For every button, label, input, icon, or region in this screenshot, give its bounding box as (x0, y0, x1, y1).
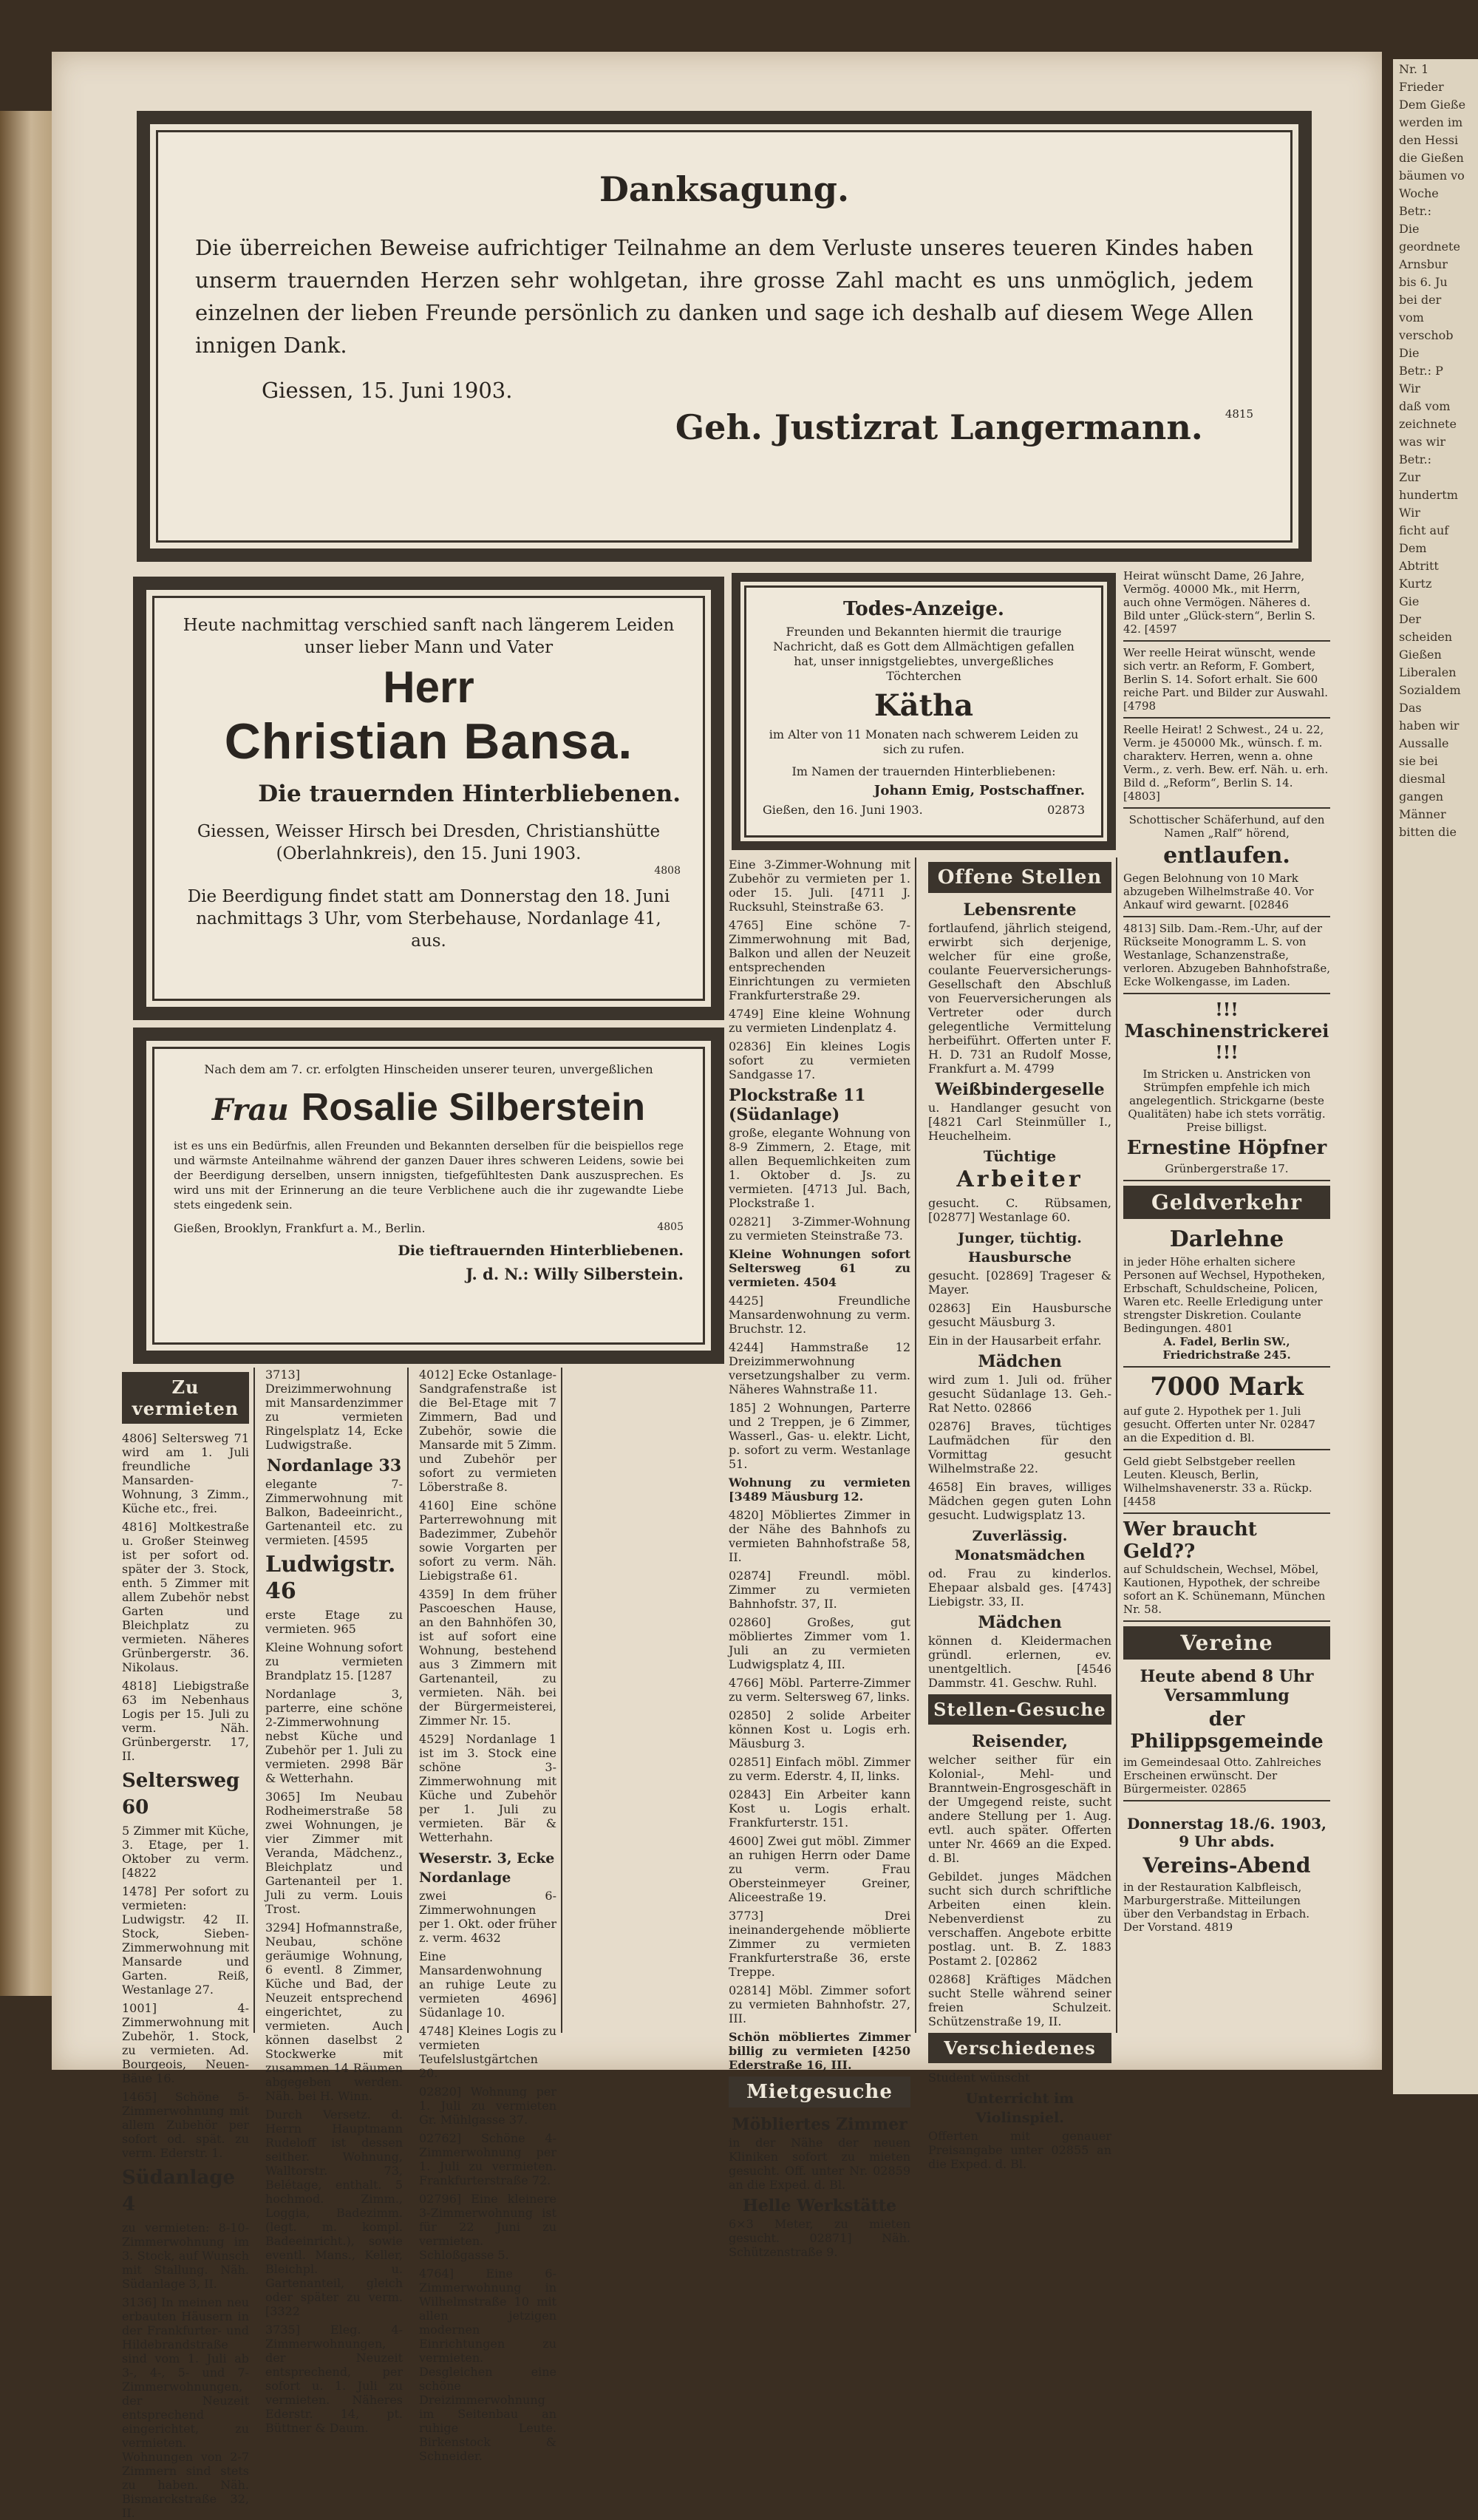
col5-ad-2: u. Handlanger gesucht von [4821 Carl Steinmüller I., Heuchelheim. (928, 1101, 1111, 1143)
silberstein-intro: Nach dem am 7. cr. erfolgten Hinscheiden unserer teuren, unvergeßlichen (204, 1062, 653, 1076)
hoepfner-name: Ernestine Höpfner (1126, 1137, 1327, 1159)
col3-ad-8: 02820] Wohnung per 1. Juli zu vermieten Gr. Mühlgasse 37. (419, 2085, 556, 2127)
right-page-line: Wir (1399, 506, 1420, 520)
bansa-intro: Heute nachmittag verschied sanft nach längerem Leiden unser lieber Mann und Vater (183, 616, 675, 657)
col3-ad-1: 4012] Ecke Ostanlage-Sandgrafenstraße ist die Bel-Etage mit 7 Zimmern, Bad und Zubehör, sowie die Mansarde mit 5 Zimm. und Zubehör per sofort zu vermieten Löberstraße 8. (419, 1368, 556, 1494)
col4-ad-14: 02850] 2 solide Arbeiter können Kost u. Logis erh. Mäusburg 3. (729, 1708, 910, 1750)
right-page-line: scheiden (1399, 630, 1453, 644)
right-page-line: Die (1399, 346, 1420, 360)
todes-mourners: Im Namen der trauernden Hinterbliebenen: (791, 764, 1056, 778)
right-page-line: Liberalen (1399, 665, 1457, 679)
col4-moebl-body: in der Nähe der neuen Kliniken sofort zu mieten gesucht. Off. unter Nr. 02859 an die Exped. d. Bl. (729, 2136, 910, 2192)
col4-ad-7: 4425] Freundliche Mansardenwohnung zu verm. Bruchstr. 12. (729, 1294, 910, 1336)
right-page-line: diesmal (1399, 772, 1445, 786)
hund-ad-detail: Gegen Belohnung von 10 Mark abzugeben Wilhelmstraße 40. Vor Ankauf wird gewarnt. [02846 (1123, 872, 1330, 917)
col1-ad-1: 4806] Seltersweg 71 wird am 1. Juli freundliche Mansarden-Wohnung, 3 Zimm., Küche etc., frei. (122, 1431, 249, 1515)
right-page-line: Aussalle (1399, 736, 1449, 750)
col3-ad-3: 4359] In dem früher Pascoeschen Hause, an den Bahnhöfen 30, ist auf sofort eine Wohnung, bestehend aus 3 Zimmern mit Gartenanteil, zu vermieten. Näh. bei der Bürgermeisterei, Zimmer Nr. 15. (419, 1587, 556, 1728)
danksagung-number: 4815 (1225, 407, 1253, 421)
todes-body: Freunden und Bekannten hiermit die traurige Nachricht, daß es Gott dem Allmächtigen gefallen hat, unser innigstgeliebtes, unvergeßliches Töchterchen (773, 625, 1075, 683)
col5-ad-4: gesucht. [02869] Trageser & Mayer. (928, 1269, 1111, 1297)
newspaper-page (52, 52, 1382, 2520)
danksagung-body: Die überreichen Beweise aufrichtiger Teilnahme an dem Verluste unseres teueren Kindes haben unserm trauernden Herzen sehr wohlgetan, ihre grosse Zahl macht es uns unmöglich, jedem einzelnen der lieben Freunde persönlich zu danken und sage ich deshalb auf diesem Wege Allen innigen Dank. (195, 235, 1253, 358)
col3-ad-7: 4748] Kleines Logis zu vermieten Teufelslustgärtchen 20. (419, 2024, 556, 2080)
todes-signer: Johann Emig, Postschaffner. (873, 783, 1085, 798)
mark-body: auf gute 2. Hypothek per 1. Juli gesucht. Offerten unter Nr. 02847 an die Expedition d. Bl. (1123, 1405, 1330, 1450)
right-page-line: Betr.: P (1399, 364, 1443, 378)
right-page-line: bis 6. Ju (1399, 275, 1448, 289)
col4-ad-6: 02821] 3-Zimmer-Wohnung zu vermieten Steinstraße 73. (729, 1215, 910, 1243)
right-page-line: Kurtz (1399, 577, 1432, 591)
col5-ad-15: Student wünscht (928, 2071, 1030, 2085)
suedanlage-heading: Südanlage 4 (122, 2167, 236, 2215)
bansa-obituary (133, 577, 724, 1020)
col1-ad-2: 4816] Moltkestraße u. Großer Steinweg ist per sofort od. später der 3. Stock, enth. 5 Zimmer mit allem Zubehör nebst Garten und Bleichplatz zu vermieten. Näheres Grünbergerstr. 36. Nikolaus. (122, 1520, 249, 1674)
col3-ad-11: 4764] Eine 6-Zimmerwohnung in Wilhelmstraße 10 mit allen jetzigen modernen Einrichtungen zu vermieten. Desgleichen eine schöne Dreizimmerwohnung im Seitenbau an ruhige Leute. Birkenstock & Schneider. (419, 2266, 556, 2463)
col4-ad-12: 02860] Großes, gut möbliertes Zimmer vom 1. Juli an zu vermieten Ludwigsplatz 4, III. (729, 1615, 910, 1671)
uhr-ad: 4813] Silb. Dam.-Rem.-Uhr, auf der Rückseite Monogramm L. S. von Westanlage, Schanzenstraße, verloren. Abzugeben Bahnhofstraße, Ecke Wolkengasse, im Laden. (1123, 922, 1330, 994)
col5-ad-16: Offerten mit genauer Preisangabe unter 02855 an die Exped. d. Bl. (928, 2129, 1111, 2171)
col5-ad-8: 02876] Braves, tüchtiges Laufmädchen für den Vormittag gesucht Wilhelmstraße 22. (928, 1419, 1111, 1475)
vereine-banner: Vereine (1123, 1626, 1330, 1660)
danksagung-title: Danksagung. (599, 169, 849, 209)
todes-body2: im Alter von 11 Monaten nach schwerem Leiden zu sich zu rufen. (769, 727, 1079, 756)
right-page-line: bei der (1399, 293, 1442, 307)
col1-ad-3: 4818] Liebigstraße 63 im Nebenhaus Logis per 15. Juli zu verm. Näh. Grünbergerstr. 17, II. (122, 1679, 249, 1763)
col3-ad-9: 02762] Schöne 4-Zimmerwohnung per 1. Juli zu vermieten. Frankfurterstraße 72. (419, 2131, 556, 2187)
right-page-line: Gie (1399, 594, 1420, 608)
heirat-ad-1: Heirat wünscht Dame, 26 Jahre, Vermög. 40000 Mk., mit Herrn, auch ohne Vermögen. Näheres d. Bild unter „Glück-stern“, Berlin S. 42. [4597 (1123, 569, 1330, 642)
col4-ad-2: 4765] Eine schöne 7-Zimmerwohnung mit Bad, Balkon und allen der Neuzeit entsprechenden Einrichtungen zu vermieten Frankfurterstraße 29. (729, 918, 910, 1002)
col5-ad-12: welcher seither für ein Kolonial-, Mehl- und Branntwein-Engrosgeschäft in der Umgegend reiste, sucht andere Stellung per 1. Aug. evtl. auch später. Offerten unter Nr. 4669 an die Exped. d. Bl. (928, 1753, 1111, 1865)
col4-kleine-wohnungen: Kleine Wohnungen sofort Seltersweg 61 zu vermieten. 4504 (729, 1247, 910, 1289)
right-page-line: werden im (1399, 115, 1463, 129)
col1-ad-7: 1465] Schöne 5-Zimmerwohnung mit allem Zubehör per sofort od. spät. zu verm. Ederstr. 1. (122, 2090, 249, 2160)
right-page-line: Gießen (1399, 648, 1442, 662)
fadel-address: A. Fadel, Berlin SW., Friedrichstraße 245. (1123, 1335, 1330, 1368)
right-page-line: Woche (1399, 186, 1439, 200)
col4-wohnung: Wohnung zu vermieten [3489 Mäusburg 12. (729, 1475, 910, 1504)
right-page-line: bitten die (1399, 825, 1457, 839)
col2-ad-1: 3713] Dreizimmerwohnung mit Mansardenzimmer zu vermieten Ringelsplatz 14, Ecke Ludwigstraße. (265, 1368, 403, 1452)
right-page-line: Zur (1399, 470, 1421, 484)
heirat-ad-2: Wer reelle Heirat wünscht, wende sich vertr. an Reform, F. Gombert, Berlin S. 14. Sofort erhalt. Sie 600 reiche Part. und Bilder zur Auswahl. [4798 (1123, 646, 1330, 719)
right-page-line: Frieder (1399, 80, 1444, 94)
col1-ad-4: 5 Zimmer mit Küche, 3. Etage, per 1. Oktober zu verm. [4822 (122, 1824, 249, 1880)
col4-ad-3: 4749] Eine kleine Wohnung zu vermieten Lindenplatz 4. (729, 1007, 910, 1035)
bansa-funeral: Die Beerdigung findet statt am Donnerstag den 18. Juni nachmittags 3 Uhr, vom Sterbehause, Nordanlage 41, aus. (187, 887, 670, 951)
moebliertes-zimmer-heading: Möbliertes Zimmer (732, 2115, 907, 2134)
entlaufen-heading: entlaufen. (1163, 843, 1290, 869)
right-page-line: Nr. 1 (1399, 62, 1429, 76)
right-page-line: gangen (1399, 789, 1444, 804)
col5-ad-13: Gebildet. junges Mädchen sucht sich durch schriftliche Arbeiten einen klein. Nebenverdienst zu verschaffen. Angebote erbitte postlag. unt. B. Z. 1883 Postamt 2. [02862 (928, 1869, 1111, 1968)
todes-number: 02873 (1047, 803, 1085, 817)
column-zu-vermieten (122, 1368, 255, 2520)
geld-ad-2: Geld giebt Selbstgeber reellen Leuten. Kleusch, Berlin, Wilhelmshavenerstr. 33 a. Rückp. [4458 (1123, 1455, 1330, 1514)
right-page-line: daß vom (1399, 399, 1451, 413)
book-spine-edge (0, 111, 52, 1996)
col4-ad-17: 4600] Zwei gut möbl. Zimmer an ruhigen Herrn oder Dame zu verm. Frau Obersteinmeyer Greiner, Aliceestraße 19. (729, 1834, 910, 1904)
lebensrente-heading: Lebensrente (963, 900, 1077, 920)
weserstr-heading: Weserstr. 3, Ecke Nordanlage (419, 1850, 555, 1886)
col5-ad-1: fortlaufend, jährlich steigend, erwirbt sich derjenige, welcher für eine große, coulante Feuerversicherungs-Gesellschaft den Abschluß von Feuerversicherungen als Vertreter oder durch gelegentliche Vermittelung herbeiführt. Offerten unter F. H. D. 731 an Rudolf Mosse, Frankfurt a. M. 4799 (928, 921, 1111, 1076)
right-page-line: Der (1399, 612, 1421, 626)
zu-vermieten-banner: Zu vermieten (122, 1372, 249, 1424)
bansa-herr: Herr (383, 662, 474, 712)
right-page-line: Das (1399, 701, 1422, 715)
col4-ad-8: 4244] Hammstraße 12 Dreizimmerwohnung versetzungshalber zu verm. Näheres Wahnstraße 11. (729, 1340, 910, 1396)
col2-ad-4: Kleine Wohnung sofort zu vermieten Brandplatz 15. [1287 (265, 1640, 403, 1682)
bansa-number: 4808 (654, 865, 681, 877)
tuechtige-label: Tüchtige (983, 1147, 1057, 1165)
mark-heading: 7000 Mark (1150, 1372, 1304, 1402)
col5-ad-6: Ein in der Hausarbeit erfahr. (928, 1334, 1102, 1348)
col4-ad-18: 3773] Drei ineinandergehende möblierte Zimmer zu vermieten Frankfurterstraße 36, erste Treppe. (729, 1909, 910, 1979)
plockstrasse-heading: Plockstraße 11 (Südanlage) (729, 1086, 866, 1124)
philipp-heading: der Philippsgemeinde (1130, 1708, 1324, 1753)
col5-ad-11: können d. Kleidermachen gründl. erlernen, ev. unentgeltlich. [4546 Dammstr. 41. Geschw. Ruhl. (928, 1634, 1111, 1690)
todes-place-date: Gießen, den 16. Juni 1903. (763, 803, 923, 817)
col3-ad-5: zwei 6-Zimmerwohnungen per 1. Okt. oder früher z. verm. 4632 (419, 1889, 556, 1945)
col3-ad-6: Eine Mansardenwohnung an ruhige Leute zu vermieten 4696] Südanlage 10. (419, 1949, 556, 2020)
col4-helle-body: 6×3 Meter, zu mieten gesucht. 02871] Näh. Schützenstraße 9. (729, 2217, 910, 2259)
ludwigstr-heading: Ludwigstr. 46 (265, 1552, 396, 1604)
col4-ad-16: 02843] Ein Arbeiter kann Kost u. Logis erhalt. Frankfurterstr. 151. (729, 1787, 910, 1830)
donnerstag-heading: Donnerstag 18./6. 1903, 9 Uhr abds. (1127, 1815, 1327, 1850)
geldverkehr-banner: Geldverkehr (1123, 1186, 1330, 1219)
column-5 (924, 857, 1117, 2171)
col3-ad-10: 02796] Eine kleinere 3-Zimmerwohnung ist für 22 Juni zu vermieten. Schloßgasse 5. (419, 2192, 556, 2262)
col1-ad-9: 3136] In meinen neu erbauten Häusern in der Frankfurter- und Hildebrandstraße sind vom 1. Juli ab 3-, 4-, 5- und 7-Zimmerwohnungen, der Neuzeit entsprechend eingerichtet, zu vermieten. Wohnungen von 2-7 Zimmern sind stets zu haben. Näh. Bismarckstraße 32, II. (122, 2295, 249, 2520)
verschiedenes-banner: Verschiedenes (928, 2033, 1111, 2063)
right-page-line: ficht auf (1399, 523, 1449, 537)
todes-anzeige (732, 573, 1116, 850)
danksagung-notice (137, 111, 1312, 562)
col4-ad-4: 02836] Ein kleines Logis sofort zu vermieten Sandgasse 17. (729, 1039, 910, 1081)
right-column-ads (1123, 569, 1330, 2033)
right-page-line: sie bei (1399, 754, 1438, 768)
right-page-line: Sozialdem (1399, 683, 1461, 697)
right-page-line: was wir (1399, 435, 1445, 449)
col4-ad-10: 4820] Möbliertes Zimmer in der Nähe des Bahnhofs zu vermieten Bahnhofstraße 58, II. (729, 1508, 910, 1564)
right-page-line: vom (1399, 310, 1424, 325)
strick-title: !!! Maschinenstrickerei !!! (1124, 999, 1329, 1063)
right-page-line: Dem Gieße (1399, 98, 1466, 112)
right-page-line: bäumen vo (1399, 169, 1465, 183)
col4-ad-9: 185] 2 Wohnungen, Parterre und 2 Treppen, je 6 Zimmer, Wasserl., Gas- u. elektr. Licht, p. sofort zu verm. Westanlage 51. (729, 1401, 910, 1471)
col5-ad-14: 02868] Kräftiges Mädchen sucht Stelle während seiner freien Schulzeit. Schützenstraße 19, II. (928, 1972, 1111, 2028)
versammlung-heading: Heute abend 8 Uhr Versammlung (1140, 1667, 1314, 1705)
darlehne-heading: Darlehne (1169, 1226, 1284, 1252)
hund-ad: Schottischer Schäferhund, auf den Namen „Ralf“ hörend, (1128, 813, 1325, 840)
right-page-line: Betr.: (1399, 452, 1432, 466)
col2-ad-8: Durch Versetz. d. Herrn Hauptmann Rudeloff ist dessen seither. Wohnung, Walltorstr. 73, Belétage, enthalt. 5 hochmod. Zimm., Loggia, Badezimm. (legt. m. kompl. Badeeinricht.), sowie eventl. Mans., Keller, Bleichpl. u. Gartenanteil, gleich oder später zu verm. [3322 (265, 2108, 403, 2318)
seltersweg-heading: Seltersweg 60 (122, 1770, 240, 1818)
right-page-line: verschob (1399, 328, 1454, 342)
vereinsabend-heading: Vereins-Abend (1142, 1853, 1311, 1878)
silberstein-frau: Frau (211, 1093, 289, 1127)
offene-stellen-banner: Offene Stellen (928, 862, 1111, 893)
column-3 (415, 1368, 562, 2463)
philipp-body: im Gemeindesaal Otto. Zahlreiches Erscheinen erwünscht. Der Bürgermeister. 02865 (1123, 1756, 1330, 1801)
arbeiter-heading: Arbeiter (956, 1166, 1083, 1192)
col4-ad-1: Eine 3-Zimmer-Wohnung mit Zubehör zu vermieten per 1. oder 15. Juli. [4711 J. Rucksuhl, Steinstraße 63. (729, 857, 910, 914)
right-page-line: Betr.: (1399, 204, 1432, 218)
violinspiel-heading: Unterricht im Violinspiel. (965, 2091, 1075, 2126)
col4-ad-19: 02814] Möbl. Zimmer sofort zu vermieten Bahnhofstr. 27, III. (729, 1983, 910, 2025)
col2-ad-5: Nordanlage 3, parterre, eine schöne 2-Zimmerwohnung nebst Küche und Zubehör per 1. Juli zu vermieten. 2998 Bär & Wetterhahn. (265, 1687, 403, 1785)
bansa-name: Christian Bansa. (224, 713, 633, 770)
right-page-line: hundertm (1399, 488, 1458, 502)
maedchen-heading: Mädchen (978, 1352, 1062, 1371)
column-2 (261, 1368, 409, 2435)
silberstein-signer: J. d. N.: Willy Silberstein. (466, 1265, 684, 1283)
todes-name: Kätha (873, 688, 974, 723)
col3-ad-4: 4529] Nordanlage 1 ist im 3. Stock eine schöne 3-Zimmerwohnung mit Küche und Zubehör per 1. Juli zu vermieten. Bär & Wetterhahn. (419, 1732, 556, 1844)
col5-ad-10: od. Frau zu kinderlos. Ehepaar alsbald ges. [4743] Liebigstr. 33, II. (928, 1566, 1111, 1609)
col4-ad-11: 02874] Freundl. möbl. Zimmer zu vermieten Bahnhofstr. 37, II. (729, 1569, 910, 1611)
col5-ad-3: gesucht. C. Rübsamen, [02877] Westanlage 60. (928, 1196, 1111, 1224)
column-4 (724, 857, 916, 2259)
right-page-line: geordnete (1399, 240, 1460, 254)
right-page-line: Die (1399, 222, 1420, 236)
maedchen-2-heading: Mädchen (978, 1613, 1062, 1632)
right-page-line: Männer (1399, 807, 1446, 821)
col1-ad-5: 1478] Per sofort zu vermieten: Ludwigstr. 42 II. Stock, Sieben-Zimmerwohnung mit Mansarde und Garten. Reiß, Westanlage 27. (122, 1884, 249, 1997)
hoepfner-address: Grünbergerstraße 17. (1123, 1162, 1330, 1181)
bansa-family: Die trauernden Hinterbliebenen. (258, 781, 681, 807)
col1-ad-6: 1001] 4-Zimmerwohnung mit Zubehör, 1. Stock, zu vermieten. Ad. Bourgeois, Neuen-Bäue 16. (122, 2001, 249, 2085)
col5-ad-9: 4658] Ein braves, williges Mädchen gegen guten Lohn gesucht. Ludwigsplatz 13. (928, 1480, 1111, 1522)
col2-ad-6: 3065] Im Neubau Rodheimerstraße 58 zwei Wohnungen, je vier Zimmer mit Veranda, Mädchenz., Bleichplatz und Gartenanteil per 1. Juli zu verm. Louis Trost. (265, 1790, 403, 1916)
strick-body: Im Stricken u. Anstricken von Strümpfen empfehle ich mich angelegentlich. Strickgarne (beste Qualitäten) habe ich stets vorrätig. Preise billigst. (1128, 1067, 1326, 1134)
col3-ad-2: 4160] Eine schöne Parterrewohnung mit Badezimmer, Zubehör sowie Vorgarten per sofort zu verm. Näh. Liebigstraße 61. (419, 1498, 556, 1583)
col5-ad-7: wird zum 1. Juli od. früher gesucht Südanlage 13. Geh.-Rat Netto. 02866 (928, 1373, 1111, 1415)
right-page-line: Arnsbur (1399, 257, 1448, 271)
vereinsabend-body: in der Restauration Kalbfleisch, Marburgerstraße. Mitteilungen über den Verbandstag in Erbach. Der Vorstand. 4819 (1123, 1881, 1310, 1934)
bansa-places: Giessen, Weisser Hirsch bei Dresden, Christianshütte (Oberlahnkreis), den 15. Juni 1903. (197, 822, 661, 863)
col2-ad-9: 3735] Eleg. 4-Zimmerwohnungen, der Neuzeit entsprechend, per sofort u. 1. Juli zu vermieten. Näheres Ederstr. 14, pt. Büttner & Daum. (265, 2323, 403, 2435)
silberstein-places: Gießen, Brooklyn, Frankfurt a. M., Berlin. (174, 1221, 426, 1235)
mietgesuche-banner: Mietgesuche (729, 2076, 910, 2108)
col4-ad-5: große, elegante Wohnung von 8-9 Zimmern, 2. Etage, mit allen Bequemlichkeiten zum 1. Oktober d. Js. zu vermieten. [4713 Jul. Bach, Plockstraße 1. (729, 1126, 910, 1210)
nordanlage-heading: Nordanlage 33 (266, 1456, 402, 1475)
right-page-line: den Hessi (1399, 133, 1459, 147)
col2-ad-7: 3294] Hofmannstraße, Neubau, schöne geräumige Wohnung, 6 eventl. 8 Zimmer, Küche und Bad, der Neuzeit entsprechend eingerichtet, zu vermieten. Auch können daselbst 2 Stockwerke mit zusammen 14 Räumen abgegeben werden. Näh. bei H. Winn. (265, 1920, 403, 2103)
geld-ad-3: auf Schuldschein, Wechsel, Möbel, Kautionen, Hypothek, der schreibe sofort an K. Schünemann, München Nr. 58. (1123, 1563, 1330, 1622)
reisender-heading: Reisender, (971, 1732, 1069, 1751)
weissbinder-heading: Weißbindergeselle (935, 1080, 1105, 1099)
silberstein-name: Rosalie Silberstein (301, 1086, 646, 1129)
silberstein-body: ist es uns ein Bedürfnis, allen Freunden und Bekannten derselben für die beispiellos rege und wärmste Anteilnahme während der ganzen Dauer ihres schweren Leidens, sowie bei der Beerdigung derselben, unsern innigsten, tiefgefühltesten Dank auszusprechen. Es wird uns mit der Erinnerung an die teure Verblichene auch die ihr zugewandte Liebe stets eingedenk sein. (174, 1139, 684, 1212)
geld-ad-3-title: Wer braucht Geld?? (1123, 1518, 1257, 1563)
col4-ad-13: 4766] Möbl. Parterre-Zimmer zu verm. Seltersweg 67, links. (729, 1676, 910, 1704)
adjacent-page-fragment (1393, 59, 1478, 2094)
silberstein-number: 4805 (657, 1221, 684, 1233)
right-page-line: die Gießen (1399, 151, 1464, 165)
danksagung-place-date: Giessen, 15. Juni 1903. (262, 378, 513, 403)
silberstein-family: Die tieftrauernden Hinterbliebenen. (398, 1243, 684, 1259)
col4-ad-15: 02851] Einfach möbl. Zimmer zu verm. Ederstr. 4, II, links. (729, 1755, 910, 1783)
helle-werkstaette-heading: Helle Werkstätte (742, 2196, 897, 2215)
silberstein-notice (133, 1028, 724, 1364)
col2-ad-3: erste Etage zu vermieten. 965 (265, 1608, 403, 1636)
right-page-line: Abtritt (1399, 559, 1439, 573)
right-page-line: Dem (1399, 541, 1427, 555)
col4-schoen-moebliertes: Schön möbliertes Zimmer billig zu vermieten [4250 Ederstraße 16, III. (729, 2030, 910, 2072)
monatsmaedchen-heading: Zuverlässig. Monatsmädchen (954, 1528, 1086, 1563)
right-page-line: haben wir (1399, 719, 1460, 733)
danksagung-signature: Geh. Justizrat Langermann. (675, 407, 1203, 447)
col2-ad-2: elegante 7-Zimmerwohnung mit Balkon, Badeeinricht., Gartenanteil etc. zu vermieten. [4595 (265, 1477, 403, 1547)
right-page-line: zeichnete (1399, 417, 1457, 431)
col1-ad-8: zu vermieten: 8-10-Zimmerwohnung im 3. Stock, auf Wunsch mit Stallung. Näh. Südanlage 3, II. (122, 2221, 249, 2291)
col5-ad-5: 02863] Ein Hausbursche gesucht Mäusburg 3. (928, 1301, 1111, 1329)
todes-title: Todes-Anzeige. (843, 598, 1004, 620)
stellen-gesuche-banner: Stellen-Gesuche (928, 1694, 1111, 1725)
hausbursche-heading: Junger, tüchtig. Hausbursche (958, 1230, 1082, 1266)
right-page-line: Wir (1399, 381, 1420, 395)
darlehne-body: in jeder Höhe erhalten sichere Personen auf Wechsel, Hypotheken, Erbschaft, Schuldscheine, Policen, Waren etc. Reelle Erledigung unter strengster Diskretion. Coulante Bedingungen. 4801 (1123, 1255, 1326, 1335)
heirat-ad-3: Reelle Heirat! 2 Schwest., 24 u. 22, Verm. je 450000 Mk., wünsch. f. m. charakterv. Herren, wenn a. ohne Verm., z. verh. Bew. erf. Näh. u. erh. Bild d. „Reform“, Berlin S. 14. [4803] (1123, 723, 1330, 809)
